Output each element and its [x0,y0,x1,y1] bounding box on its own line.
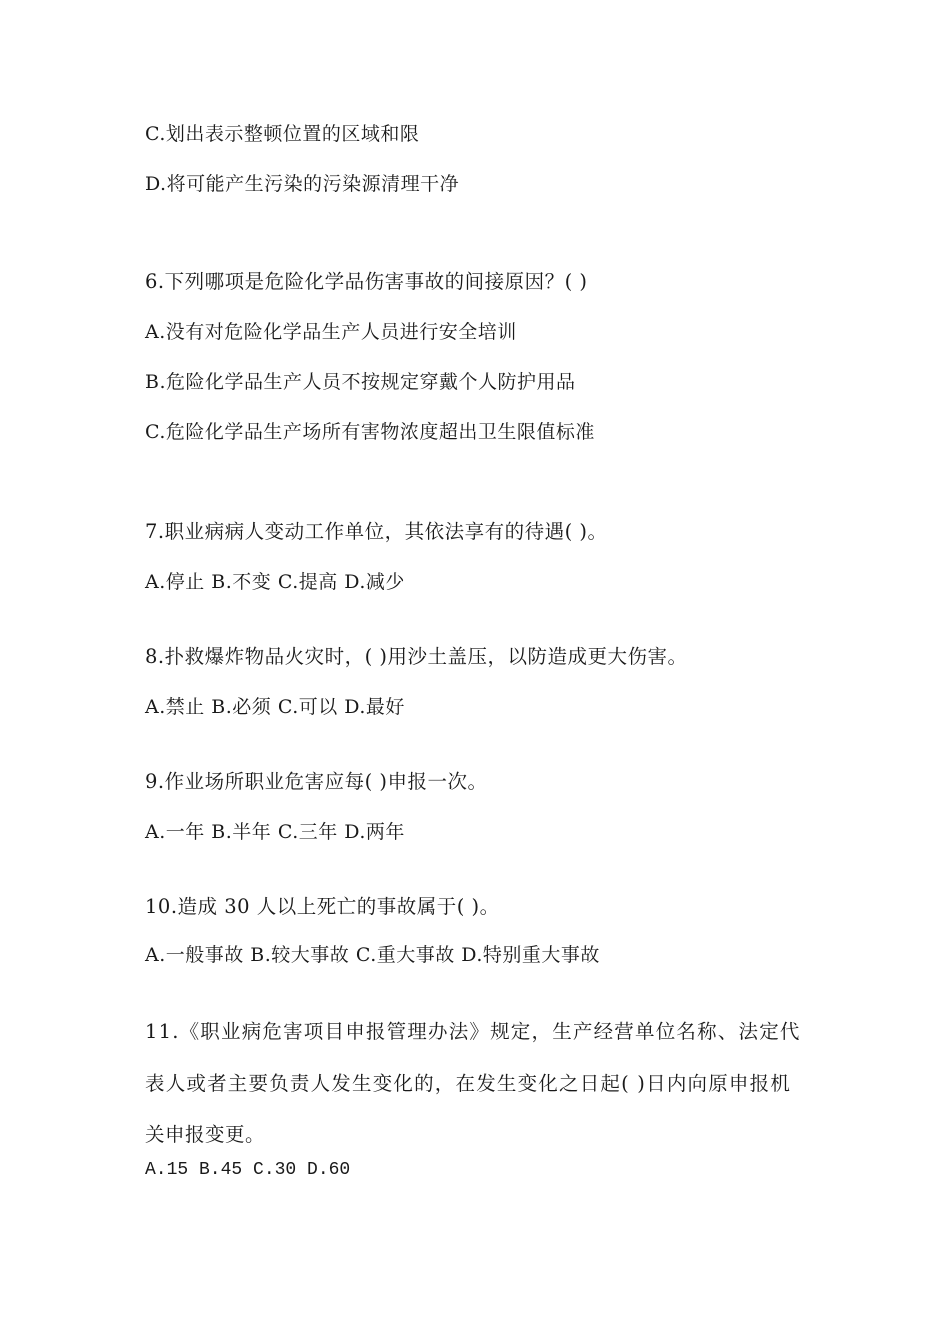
option-5c: C.划出表示整顿位置的区域和限 [145,123,420,145]
options-8: A.禁止 B.必须 C.可以 D.最好 [145,696,405,718]
question-6: 6.下列哪项是危险化学品伤害事故的间接原因？( ) [145,270,588,293]
options-10: A.一般事故 B.较大事故 C.重大事故 D.特别重大事故 [145,944,600,966]
options-7: A.停止 B.不变 C.提高 D.减少 [145,571,405,593]
question-9: 9.作业场所职业危害应每( )申报一次。 [145,770,488,793]
question-10: 10.造成 30 人以上死亡的事故属于( )。 [145,895,500,918]
option-5d: D.将可能产生污染的污染源清理干净 [145,173,460,195]
question-11-line-3: 关申报变更。 [145,1123,266,1146]
question-8: 8.扑救爆炸物品火灾时，( )用沙土盖压，以防造成更大伤害。 [145,645,688,668]
question-11-line-2: 表人或者主要负责人发生变化的，在发生变化之日起( )日内向原申报机 [145,1072,792,1095]
question-11-line-1: 11.《职业病危害项目申报管理办法》规定，生产经营单位名称、法定代 [145,1020,801,1043]
options-11: A.15 B.45 C.30 D.60 [145,1160,351,1180]
options-9: A.一年 B.半年 C.三年 D.两年 [145,821,405,843]
option-6b: B.危险化学品生产人员不按规定穿戴个人防护用品 [145,371,576,393]
option-6a: A.没有对危险化学品生产人员进行安全培训 [145,321,517,343]
option-6c: C.危险化学品生产场所有害物浓度超出卫生限值标准 [145,421,595,443]
question-7: 7.职业病病人变动工作单位，其依法享有的待遇( )。 [145,520,608,543]
